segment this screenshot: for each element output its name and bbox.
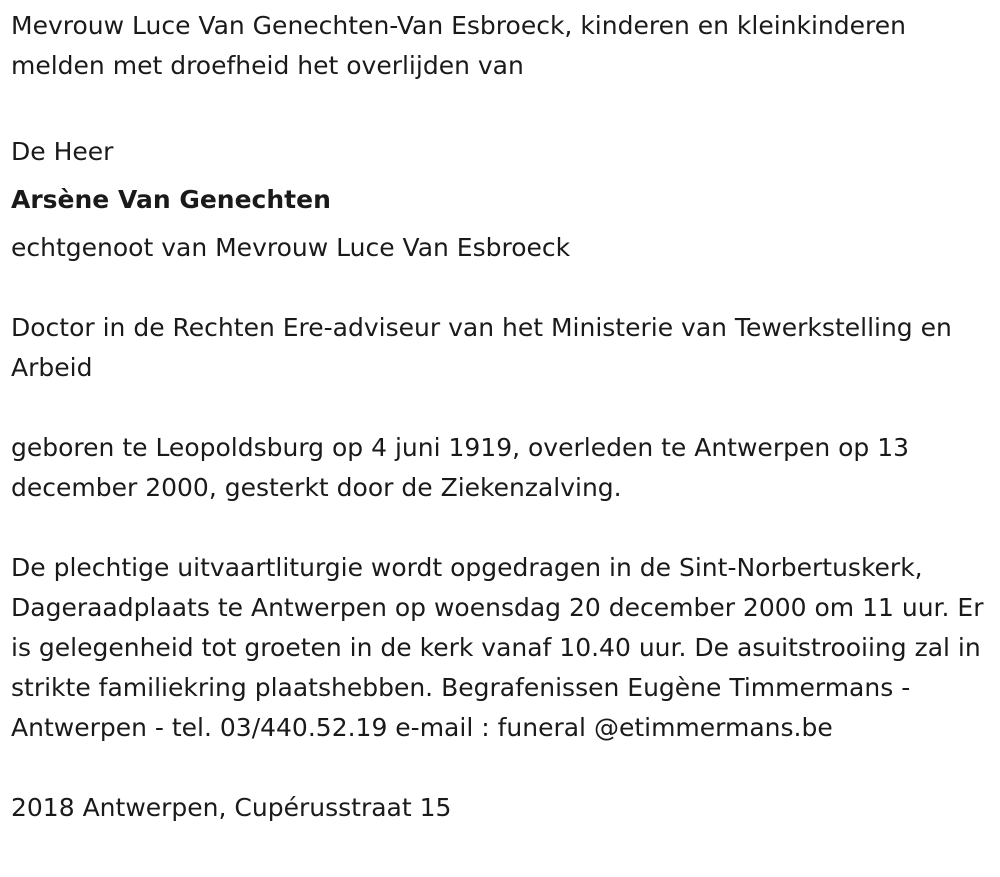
birth-death-text: geboren te Leopoldsburg op 4 juni 1919, overleden te Antwerpen op 13 december 2000, gesterkt door de Ziekenzalving. xyxy=(11,433,910,502)
spacer xyxy=(11,268,993,308)
spacer xyxy=(11,388,993,428)
honorific-title: De Heer xyxy=(11,137,114,166)
profession-text: Doctor in de Rechten Ere-adviseur van het Ministerie van Tewerkstelling en Arbeid xyxy=(11,313,952,382)
spouse-text: echtgenoot van Mevrouw Luce Van Esbroeck xyxy=(11,233,571,262)
spacer xyxy=(11,748,993,788)
address-text: 2018 Antwerpen, Cupérusstraat 15 xyxy=(11,793,452,822)
death-notice xyxy=(11,6,993,828)
spacer xyxy=(11,508,993,548)
spacer xyxy=(11,86,993,126)
deceased-name: Arsène Van Genechten xyxy=(11,185,331,214)
intro-text: Mevrouw Luce Van Genechten-Van Esbroeck, kinderen en kleinkinderen melden met droefheid het overlijden van xyxy=(11,11,906,80)
ceremony-text: De plechtige uitvaartliturgie wordt opgedragen in de Sint-Norbertuskerk, Dageraadplaats te Antwerpen op woensdag 20 december 2000 om 11 uur. Er is gelegenheid tot groeten in de kerk vanaf 10.40 uur. De asuitstrooiing zal in strikte familiekring plaatshebben. Begrafenissen Eugène Timmermans - Antwerpen - tel. 03/440.52.19 e-mail : funeral @etimmermans.be xyxy=(11,553,984,742)
